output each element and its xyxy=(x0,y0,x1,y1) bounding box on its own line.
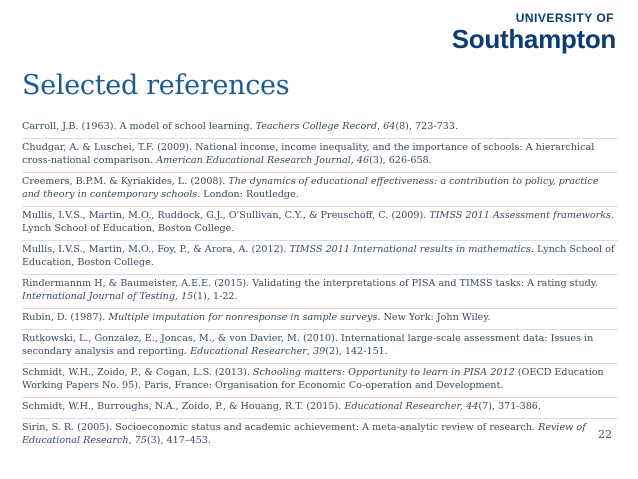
university-logo xyxy=(452,12,616,52)
reference-item: Chudgar, A. & Luschei, T.F. (2009). National income, income inequality, and the importance of schools: A hierarchical cross-national comparison. American Educational Research Journal, 46(3), 626-658. xyxy=(22,139,618,173)
page-number: 22 xyxy=(598,428,612,441)
reference-item: Rubin, D. (1987). Multiple imputation for nonresponse in sample surveys. New York: John Wiley. xyxy=(22,309,618,330)
reference-item: Carroll, J.B. (1963). A model of school learning. Teachers College Record, 64(8), 723-733. xyxy=(22,118,618,139)
reference-list xyxy=(22,118,618,452)
page-title: Selected references xyxy=(22,70,290,101)
reference-item: Creemers, B.P.M. & Kyriakides, L. (2008). The dynamics of educational effectiveness: a contribution to policy, practice and theory in contemporary schools. London: Routledge. xyxy=(22,173,618,207)
reference-item: Schmidt, W.H., Zoido, P., & Cogan, L.S. (2013). Schooling matters: Opportunity to learn in PISA 2012 (OECD Education Working Papers No. 95). Paris, France: Organisation for Economic Co-operation and Development. xyxy=(22,364,618,398)
reference-item: Rindermannm H, & Baumeister, A.E.E. (2015). Validating the interpretations of PISA and TIMSS tasks: A rating study. International Journal of Testing, 15(1), 1-22. xyxy=(22,275,618,309)
reference-item: Schmidt, W.H., Burroughs, N.A., Zoido, P., & Houang, R.T. (2015). Educational Researcher, 44(7), 371-386. xyxy=(22,398,618,419)
reference-item: Mullis, I.V.S., Martin, M.O., Ruddock, G.J., O'Sullivan, C.Y., & Preuschoff, C. (2009). TIMSS 2011 Assessment frameworks. Lynch School of Education, Boston College. xyxy=(22,207,618,241)
logo-line-1: UNIVERSITY OF xyxy=(515,11,614,25)
logo-line-2: Southampton xyxy=(451,24,616,54)
reference-item: Mullis, I.V.S., Martin, M.O., Foy, P., & Arora, A. (2012). TIMSS 2011 International results in mathematics. Lynch School of Education, Boston College. xyxy=(22,241,618,275)
reference-item: Rutkowski, L., Gonzalez, E., Joncas, M., & von Davier, M. (2010). International large-scale assessment data: Issues in secondary analysis and reporting. Educational Researcher, 39(2), 142-151. xyxy=(22,330,618,364)
reference-item: Sirin, S. R. (2005). Socioeconomic status and academic achievement: A meta-analytic review of research. Review of Educational Research, 75(3), 417–453. xyxy=(22,422,586,446)
